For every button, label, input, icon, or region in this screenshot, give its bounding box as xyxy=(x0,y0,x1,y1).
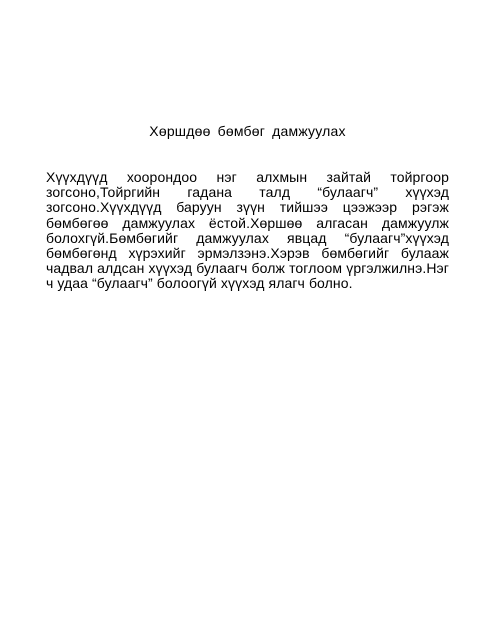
document-title: Хөршдөө бөмбөг дамжуулах xyxy=(149,123,346,139)
document-paragraph: Хүүхдүүд хоорондоо нэг алхмын зайтай тойргоор зогсоно,Тойргийн гадана талд “булаагч” хүүхэд зогсоно.Хүүхдүүд баруун зүүн тийшээ цээжээр рэгэж бөмбөгөө дамжуулах ёстой.Хөршөө алгасан дамжуулж болохгүй.Бөмбөгийг дамжуулах явцад “булаагч”хүүхэд бөмбөгөнд хүрэхийг эрмэлзэнэ.Хэрэв бөмбөгийг булааж чадвал алдсан хүүхэд булаагч болж тоглоом үргэлжилнэ.Нэг ч удаа “булаагч” болоогүй хүүхэд ялагч болно. xyxy=(46,169,449,292)
